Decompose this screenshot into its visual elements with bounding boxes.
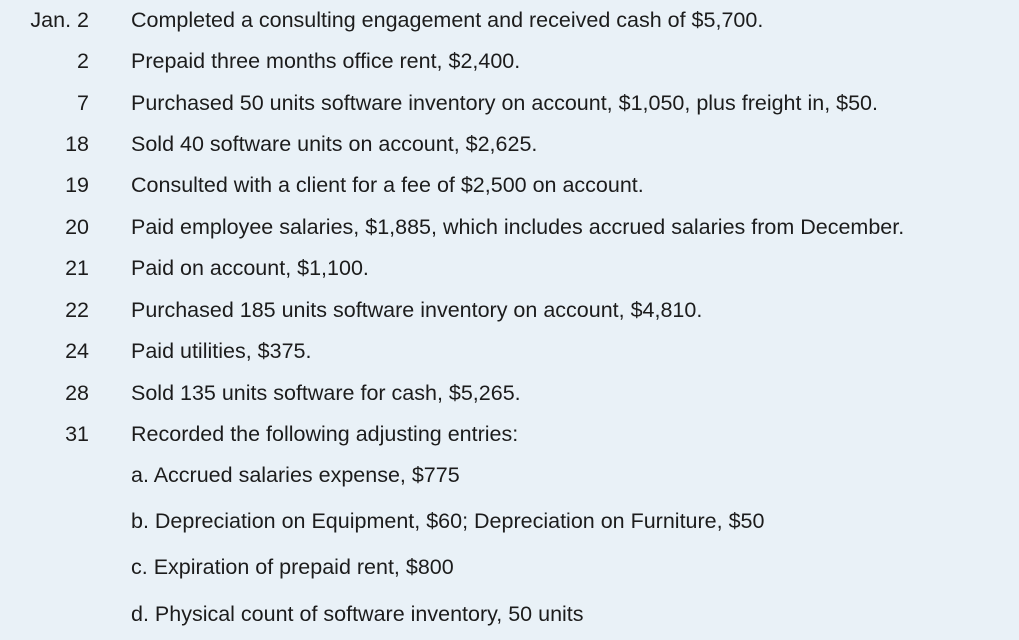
adjusting-entry [0, 460, 1019, 490]
transaction-text: Paid utilities, $375. [131, 339, 312, 363]
adjusting-entry [0, 599, 1019, 629]
transaction-date: 21 [65, 256, 89, 280]
transaction-row [0, 212, 1019, 242]
adjusting-entry [0, 552, 1019, 582]
transaction-text: Sold 135 units software for cash, $5,265. [131, 381, 521, 405]
transaction-row [0, 46, 1019, 76]
transaction-date: 2 [77, 49, 89, 73]
transaction-date: 24 [65, 339, 89, 363]
transaction-date: 20 [65, 215, 89, 239]
transaction-text: Prepaid three months office rent, $2,400. [131, 49, 521, 73]
transaction-text: Sold 40 software units on account, $2,625. [131, 132, 538, 156]
transaction-row [0, 336, 1019, 366]
adjusting-entry-text: b. Depreciation on Equipment, $60; Depreciation on Furniture, $50 [131, 509, 765, 533]
transaction-text: Paid employee salaries, $1,885, which includes accrued salaries from December. [131, 215, 905, 239]
transaction-date: 18 [65, 132, 89, 156]
transaction-row [0, 129, 1019, 159]
adjusting-entry-text: a. Accrued salaries expense, $775 [131, 463, 460, 487]
adjusting-entry [0, 506, 1019, 536]
transaction-row [0, 5, 1019, 35]
transaction-date: 22 [65, 298, 89, 322]
transaction-date: 7 [77, 91, 89, 115]
transaction-row [0, 295, 1019, 325]
transaction-row [0, 88, 1019, 118]
transaction-text: Completed a consulting engagement and received cash of $5,700. [131, 8, 764, 32]
adjusting-entry-text: c. Expiration of prepaid rent, $800 [131, 555, 454, 579]
transaction-row [0, 253, 1019, 283]
transaction-date: 31 [65, 422, 89, 446]
transaction-row [0, 378, 1019, 408]
transaction-row [0, 419, 1019, 449]
transaction-text: Consulted with a client for a fee of $2,500 on account. [131, 173, 644, 197]
transaction-text: Recorded the following adjusting entries: [131, 422, 519, 446]
transaction-text: Purchased 50 units software inventory on account, $1,050, plus freight in, $50. [131, 91, 878, 115]
adjusting-entry-text: d. Physical count of software inventory, 50 units [131, 602, 584, 626]
transaction-text: Purchased 185 units software inventory on account, $4,810. [131, 298, 703, 322]
transaction-date: 28 [65, 381, 89, 405]
transaction-date: Jan. 2 [30, 8, 89, 32]
transaction-row [0, 170, 1019, 200]
transaction-date: 19 [65, 173, 89, 197]
transaction-text: Paid on account, $1,100. [131, 256, 369, 280]
